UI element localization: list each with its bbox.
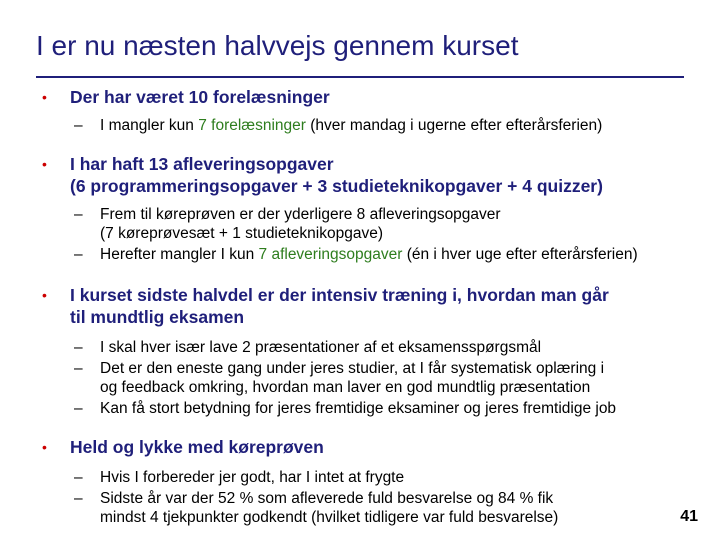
highlight-lectures: 7 forelæsninger xyxy=(198,117,306,134)
dash-icon: – xyxy=(74,400,83,417)
bullet-dot-icon: • xyxy=(42,89,47,105)
bullet-3-line2: til mundtlig eksamen xyxy=(70,307,245,327)
bullet-4 xyxy=(36,436,712,458)
bullet-2-line1: I har haft 13 afleveringsopgaver xyxy=(70,154,334,174)
dash-icon: – xyxy=(74,490,83,507)
sub-bullet-3-1: – I skal hver især lave 2 præsentationer af et eksamensspørgsmål xyxy=(74,339,542,356)
bullet-dot-icon: • xyxy=(42,439,47,455)
sub-bullet-4-1: – Hvis I forbereder jer godt, har I intet at frygte xyxy=(74,469,405,486)
slide-title: I er nu næsten halvvejs gennem kurset xyxy=(36,30,519,61)
sub-bullet-4-2: – Sidste år var der 52 % som afleverede fuld besvarelse og 84 % fik mindst 4 tjekpunkter godkendt (hvilket tidligere var fuld besvarelse) xyxy=(74,490,559,526)
title-underline xyxy=(36,76,684,78)
bullet-1-text: Der har været 10 forelæsninger xyxy=(70,87,330,107)
bullet-3 xyxy=(36,284,712,328)
dash-icon: – xyxy=(74,117,83,134)
sub-bullet-2-1: – Frem til køreprøven er der yderligere 8 afleveringsopgaver (7 køreprøvesæt + 1 studieteknikopgave) xyxy=(74,206,501,242)
slide-content xyxy=(36,84,712,527)
page-number: 41 xyxy=(680,508,698,525)
sub-bullet-3-2: – Det er den eneste gang under jeres studier, at I får systematisk oplæring i og feedback omkring, hvordan man laver en god mundtlig præsentation xyxy=(74,360,605,396)
bullet-dot-icon: • xyxy=(42,287,47,303)
bullet-3-line1: I kurset sidste halvdel er der intensiv træning i, hvordan man går xyxy=(70,285,609,305)
bullet-2-line2: (6 programmeringsopgaver + 3 studieteknikopgaver + 4 quizzer) xyxy=(70,176,603,196)
dash-icon: – xyxy=(74,246,83,263)
dash-icon: – xyxy=(74,360,83,377)
bullet-dot-icon: • xyxy=(42,156,47,172)
dash-icon: – xyxy=(74,469,83,486)
bullet-1 xyxy=(36,86,712,108)
sub-bullet-1-1: – I mangler kun 7 forelæsninger (hver mandag i ugerne efter efterårsferien) xyxy=(74,117,603,134)
sub-bullet-2-2: – Herefter mangler I kun 7 afleveringsopgaver (én i hver uge efter efterårsferien) xyxy=(74,246,638,263)
dash-icon: – xyxy=(74,206,83,223)
bullet-4-text: Held og lykke med køreprøven xyxy=(70,437,324,457)
sub-bullet-3-3: – Kan få stort betydning for jeres fremtidige eksaminer og jeres fremtidige job xyxy=(74,400,617,417)
highlight-assignments: 7 afleveringsopgaver xyxy=(258,246,403,263)
bullet-2 xyxy=(36,153,712,197)
dash-icon: – xyxy=(74,339,83,356)
